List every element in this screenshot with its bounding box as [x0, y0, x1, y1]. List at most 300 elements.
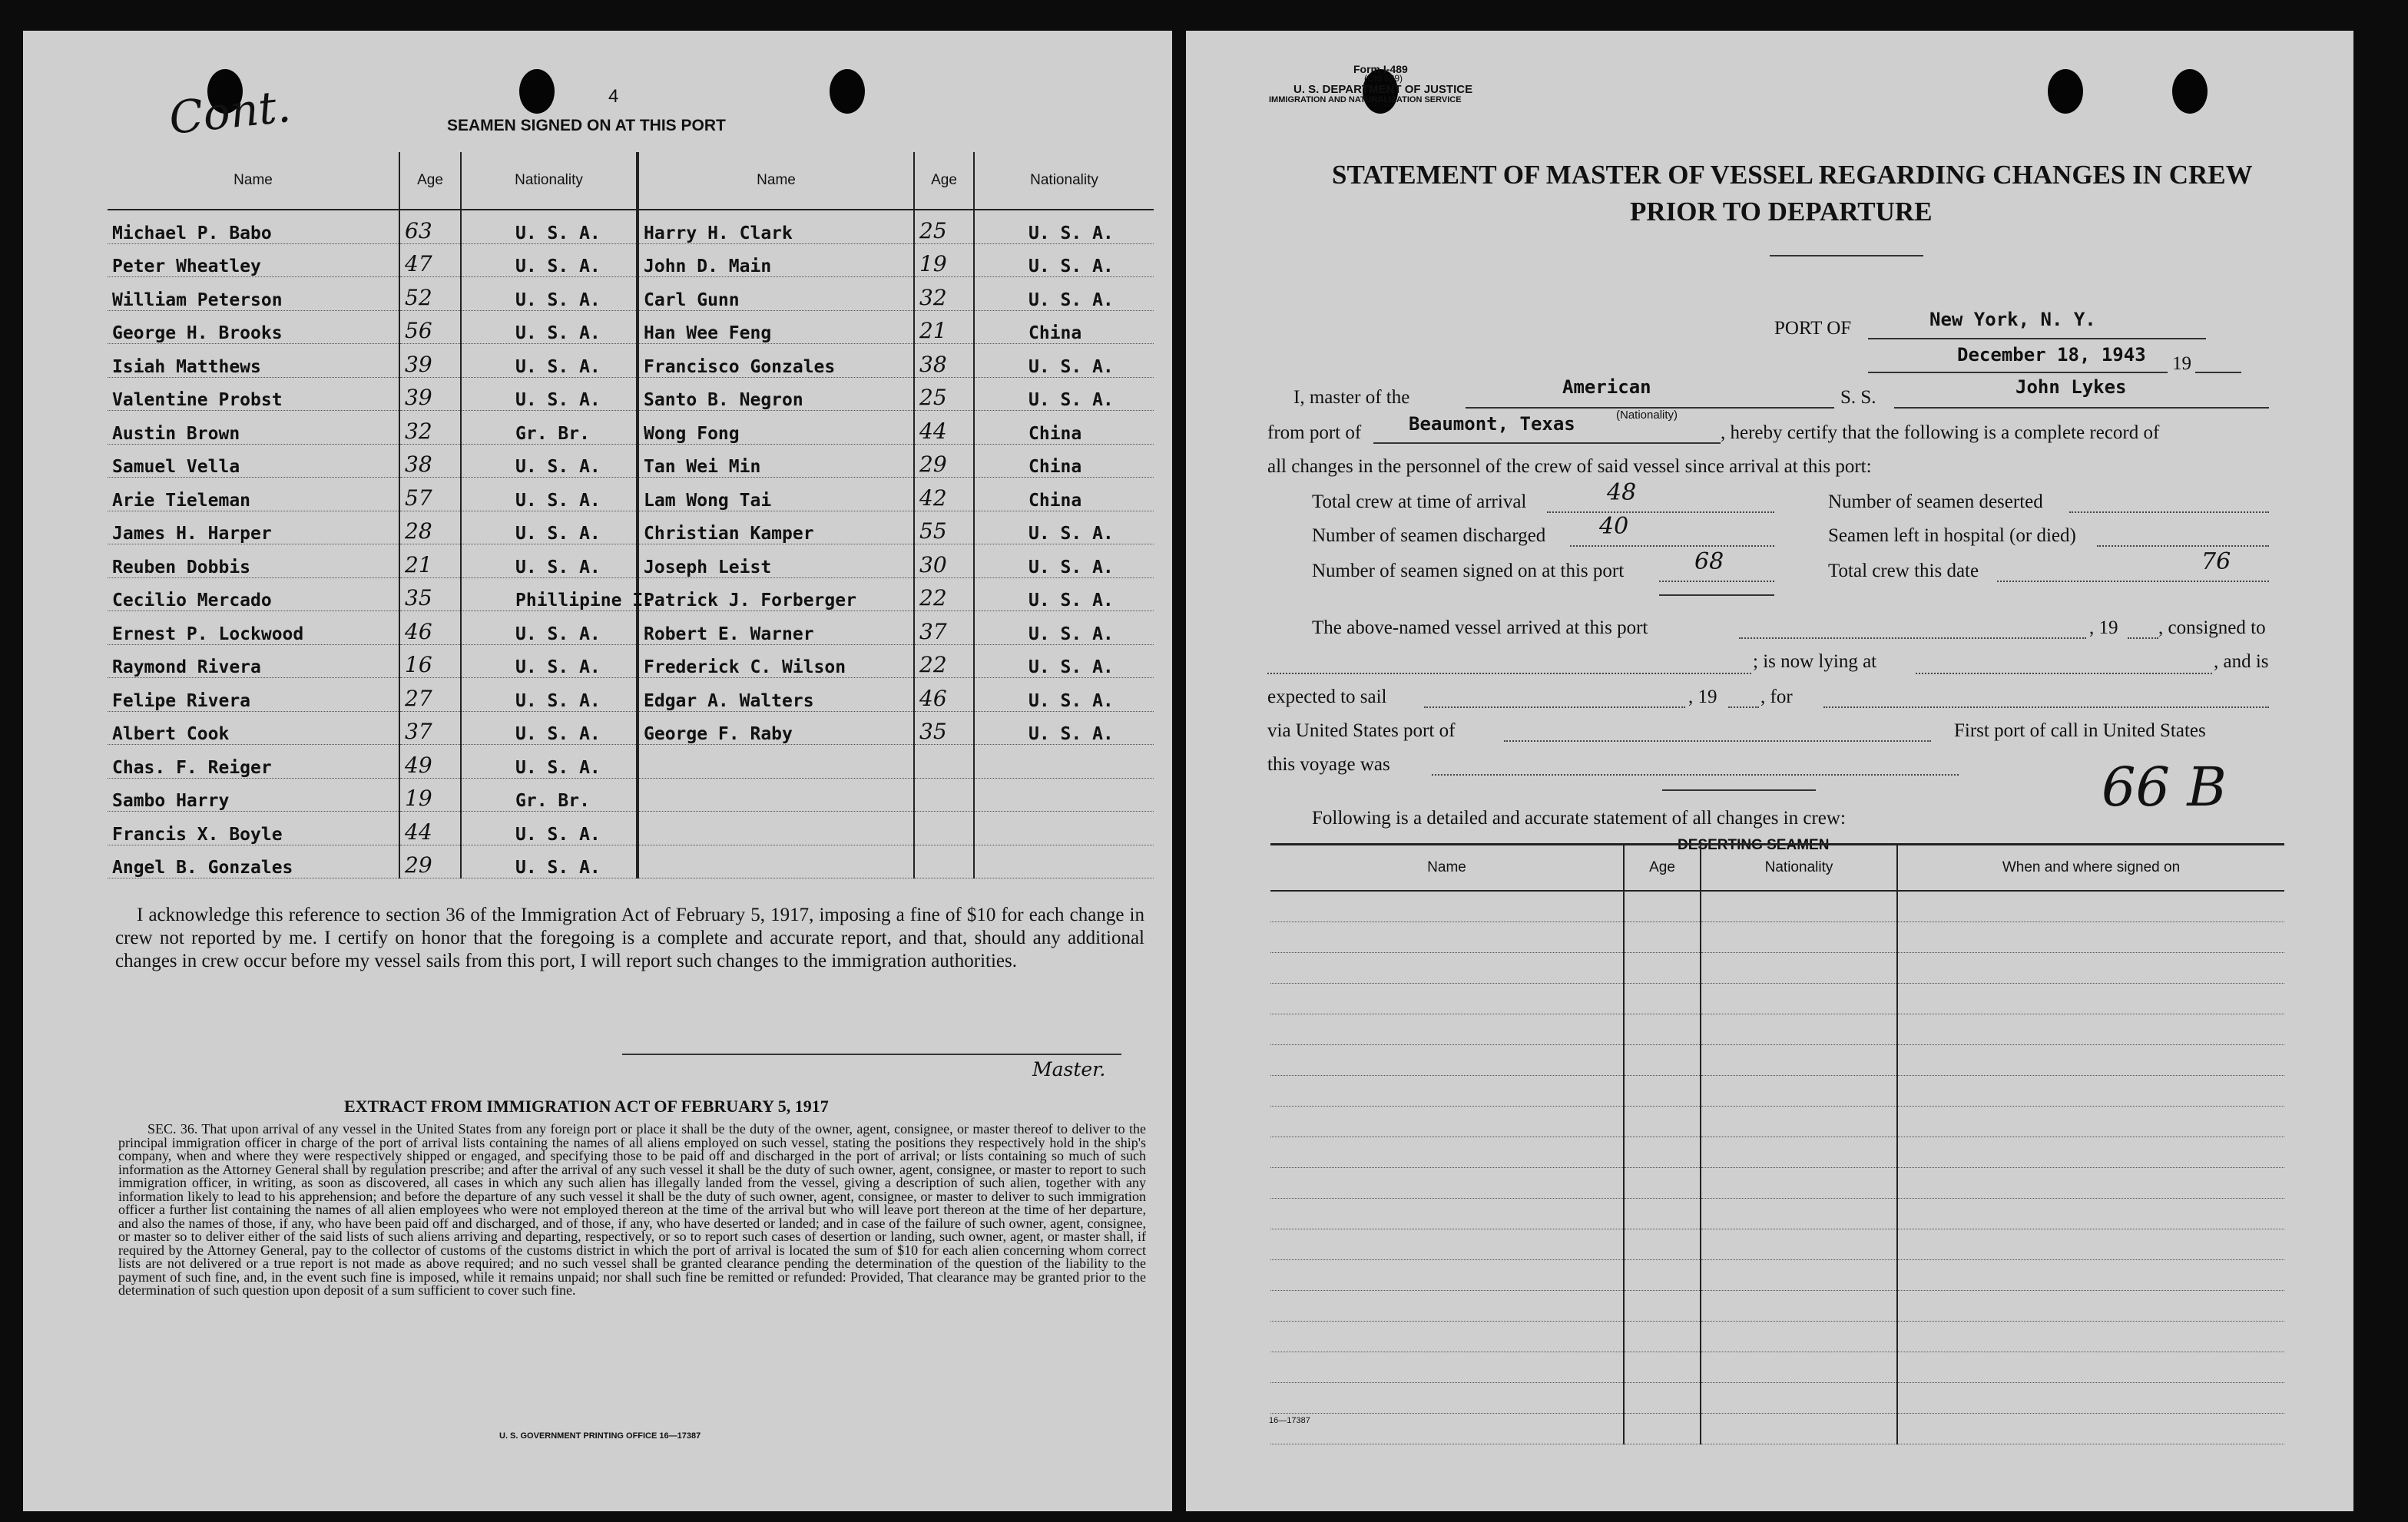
empty-cell	[1270, 922, 1624, 953]
date-value: December 18, 1943	[1957, 344, 2146, 366]
signed-on-label: Number of seamen signed on at this port	[1312, 561, 1625, 581]
seaman-nationality: China	[974, 310, 1154, 344]
seaman-nationality	[974, 745, 1154, 779]
empty-cell	[1897, 1168, 2284, 1199]
empty-cell	[1270, 1168, 1624, 1199]
seaman-age: 22	[914, 577, 974, 611]
seaman-nationality: Gr. Br.	[461, 778, 638, 812]
empty-cell	[1701, 1229, 1897, 1260]
table-row	[108, 845, 1154, 878]
empty-cell	[1897, 891, 2284, 922]
seaman-name: Harry H. Clark	[638, 210, 914, 243]
extract-title: EXTRACT FROM IMMIGRATION ACT OF FEBRUARY 5, 1917	[344, 1097, 829, 1116]
printing-office: U. S. GOVERNMENT PRINTING OFFICE 16—17387	[499, 1431, 701, 1441]
seaman-name: Francisco Gonzales	[638, 344, 914, 378]
seaman-nationality: U. S. A.	[461, 444, 638, 478]
seaman-age: 44	[399, 812, 461, 845]
empty-cell	[1624, 984, 1701, 1014]
table-row	[108, 577, 1154, 611]
seaman-age: 49	[399, 745, 461, 779]
punch-hole	[2172, 69, 2208, 114]
form-title: STATEMENT OF MASTER OF VESSEL REGARDING CHANGES IN CREW	[1332, 160, 2253, 190]
seaman-nationality: U. S. A.	[461, 210, 638, 243]
seaman-name: Sambo Harry	[108, 778, 399, 812]
hospital-label: Seamen left in hospital (or died)	[1828, 525, 2076, 546]
seaman-nationality: U. S. A.	[461, 544, 638, 578]
extract-text: SEC. 36. That upon arrival of any vessel in the United States from any foreign port or place it shall be the duty of the owner, agent, consignee, or master thereof to deliver to the principal immigration officer in charge of the port of arrival lists containing the names of all aliens employed on such vessel, stating the positions they respectively hold in the ship's company, when and where they were respectively shipped or engaged, and specifying those to be paid off and discharged in the port of arrival; or lists containing so much of such information as the Attorney General shall by regulation prescribe; and after the arrival of any such vessel it shall be the duty of such owner, agent, consignee, or master to report to such immigration officer, in writing, as soon as discovered, all cases in which any such alien has illegally landed from the vessel, giving a description of such alien, together with any information likely to lead to his apprehension; and before the departure of any such vessel it shall be the duty of such owner, agent, consignee, or master to deliver to such immigration officer a further list containing the names of all alien employees who were not employed thereon at the time of the arrival but who will leave port thereon at the time of her departure, and also the names of those, if any, who have been paid off and discharged, and of those, if any, who have deserted or landed; and in case of the failure of such owner, agent, consignee, or master so to deliver either of the said lists of such aliens arriving and departing, respectively, or so to report such cases of desertion or landing, such owner, agent, or master shall, if required by the Attorney General, pay to the collector of customs of the customs district in which the port of arrival is located the sum of $10 for each alien concerning whom correct lists are not delivered or a true report is not made as above required; and no such vessel shall be granted clearance pending the determination of the question of the liability to the payment of such fine, and, in the event such fine is imposed, while it remains unpaid; nor shall such fine be remitted or refunded: Provided, That clearance may be granted prior to the determination of such question upon deposit of a sum sufficient to cover such fine.	[118, 1121, 1146, 1298]
seaman-age: 46	[914, 678, 974, 712]
seaman-age: 39	[399, 377, 461, 411]
empty-cell	[1270, 1322, 1624, 1352]
table-row	[1270, 953, 2284, 984]
table-row	[1270, 1414, 2284, 1444]
empty-cell	[1270, 1137, 1624, 1168]
date-suffix: 19	[2172, 353, 2191, 374]
deserting-seamen-table	[1270, 843, 2284, 1444]
handwritten-code: 66 B	[2102, 756, 2227, 819]
seaman-nationality: China	[974, 411, 1154, 445]
empty-cell	[1701, 1291, 1897, 1322]
seaman-age: 57	[399, 478, 461, 511]
certify-text-1: , hereby certify that the following is a complete record of	[1721, 422, 2160, 443]
arrived-suffix: , 19	[2089, 617, 2118, 638]
seaman-name: Santo B. Negron	[638, 377, 914, 411]
seaman-age: 52	[399, 277, 461, 311]
seaman-nationality: Gr. Br.	[461, 411, 638, 445]
empty-cell	[1270, 984, 1624, 1014]
empty-cell	[1624, 1045, 1701, 1076]
empty-cell	[1897, 1107, 2284, 1137]
seaman-name: Arie Tieleman	[108, 478, 399, 511]
header-name: Name	[638, 152, 914, 210]
header-signed-on: When and where signed on	[1897, 845, 2284, 892]
empty-cell	[1624, 1014, 1701, 1045]
table-row	[1270, 1014, 2284, 1045]
seaman-name: Wong Fong	[638, 411, 914, 445]
header-name: Name	[1270, 845, 1624, 892]
seamen-table	[108, 152, 1154, 878]
arrived-label: The above-named vessel arrived at this port	[1312, 617, 1648, 638]
seaman-age: 32	[914, 277, 974, 311]
seaman-name: Lam Wong Tai	[638, 478, 914, 511]
empty-cell	[1624, 1414, 1701, 1444]
seaman-name: Angel B. Gonzales	[108, 845, 399, 878]
table-row	[108, 745, 1154, 779]
table-row	[1270, 984, 2284, 1014]
empty-cell	[1701, 1199, 1897, 1229]
seaman-age: 25	[914, 210, 974, 243]
port-value: New York, N. Y.	[1929, 309, 2096, 330]
empty-cell	[1897, 1137, 2284, 1168]
empty-cell	[1897, 1414, 2284, 1444]
footer-code: 16—17387	[1269, 1416, 1310, 1425]
table-row	[108, 210, 1154, 243]
empty-cell	[1701, 1076, 1897, 1107]
page-number: 4	[608, 86, 619, 107]
empty-cell	[1270, 1107, 1624, 1137]
seaman-age: 25	[914, 377, 974, 411]
seaman-name: Chas. F. Reiger	[108, 745, 399, 779]
table-row	[108, 377, 1154, 411]
empty-cell	[1624, 1076, 1701, 1107]
empty-cell	[1701, 1414, 1897, 1444]
table-row	[108, 344, 1154, 378]
empty-cell	[1701, 891, 1897, 922]
expected-label: expected to sail	[1267, 687, 1387, 707]
header-age: Age	[1624, 845, 1701, 892]
table-row	[108, 411, 1154, 445]
header-nationality: Nationality	[974, 152, 1154, 210]
first-port-label: First port of call in United States	[1954, 720, 2206, 741]
seaman-age: 42	[914, 478, 974, 511]
seaman-age: 29	[399, 845, 461, 878]
seaman-nationality: U. S. A.	[461, 511, 638, 544]
table-row	[1270, 1137, 2284, 1168]
seaman-name: Carl Gunn	[638, 277, 914, 311]
deserted-value-line	[2069, 511, 2269, 513]
seaman-name	[638, 778, 914, 812]
seaman-nationality	[974, 778, 1154, 812]
empty-cell	[1624, 953, 1701, 984]
empty-cell	[1701, 1383, 1897, 1414]
seaman-age: 38	[914, 344, 974, 378]
empty-cell	[1624, 1383, 1701, 1414]
discharged-value: 40	[1599, 513, 1629, 540]
seaman-age: 27	[399, 678, 461, 712]
seaman-nationality: U. S. A.	[974, 711, 1154, 745]
seaman-age: 22	[914, 644, 974, 678]
discharged-label: Number of seamen discharged	[1312, 525, 1546, 546]
department: U. S. DEPARTMENT OF JUSTICE	[1293, 83, 1473, 96]
empty-cell	[1897, 1229, 2284, 1260]
empty-cell	[1897, 1291, 2284, 1322]
seaman-name: Joseph Leist	[638, 544, 914, 578]
certify-text-2: all changes in the personnel of the crew of said vessel since arrival at this port:	[1267, 456, 1872, 477]
following-text: Following is a detailed and accurate statement of all changes in crew:	[1312, 808, 1846, 829]
seaman-nationality: U. S. A.	[974, 377, 1154, 411]
table-row	[1270, 1322, 2284, 1352]
seaman-nationality: U. S. A.	[461, 310, 638, 344]
seaman-age: 28	[399, 511, 461, 544]
empty-cell	[1701, 1137, 1897, 1168]
seaman-name: Raymond Rivera	[108, 644, 399, 678]
empty-cell	[1624, 1107, 1701, 1137]
expected-suffix: , 19	[1688, 687, 1717, 707]
seaman-name: Robert E. Warner	[638, 611, 914, 645]
total-crew-date-value: 76	[2201, 548, 2231, 575]
seaman-name: Peter Wheatley	[108, 243, 399, 277]
seaman-name: Albert Cook	[108, 711, 399, 745]
from-port-label: from port of	[1267, 422, 1362, 443]
seaman-age: 44	[914, 411, 974, 445]
table-header	[1270, 845, 2284, 892]
seaman-nationality: U. S. A.	[461, 277, 638, 311]
seaman-nationality	[974, 812, 1154, 845]
empty-cell	[1270, 1352, 1624, 1383]
empty-cell	[1897, 984, 2284, 1014]
deserting-title: DESERTING SEAMEN	[1678, 837, 1830, 853]
title-rule	[1770, 255, 1923, 256]
empty-cell	[1624, 1291, 1701, 1322]
seaman-name: Ernest P. Lockwood	[108, 611, 399, 645]
nationality-value: American	[1562, 376, 1651, 398]
punch-hole	[2048, 69, 2083, 114]
empty-cell	[1897, 1260, 2284, 1291]
table-row	[1270, 1107, 2284, 1137]
seaman-name: Valentine Probst	[108, 377, 399, 411]
acknowledgment-text: I acknowledge this reference to section 36 of the Immigration Act of February 5, 1917, imposing a fine of $10 for each change in crew not reported by me. I certify on honor that the foregoing is a complete and accurate report, and that, should any additional changes in crew occur before my vessel sails from this port, I will report such changes to the immigration authorities.	[115, 905, 1144, 971]
section-title: SEAMEN SIGNED ON AT THIS PORT	[447, 117, 726, 134]
seaman-name: Samuel Vella	[108, 444, 399, 478]
empty-cell	[1624, 1199, 1701, 1229]
seaman-name: Tan Wei Min	[638, 444, 914, 478]
seaman-name: John D. Main	[638, 243, 914, 277]
empty-cell	[1624, 922, 1701, 953]
seaman-age: 16	[399, 644, 461, 678]
seaman-nationality: U. S. A.	[461, 377, 638, 411]
voyage-label: this voyage was	[1267, 754, 1390, 775]
seaman-nationality: U. S. A.	[974, 544, 1154, 578]
from-port-value: Beaumont, Texas	[1409, 413, 1575, 435]
seaman-name: Austin Brown	[108, 411, 399, 445]
left-page	[23, 31, 1172, 1511]
signed-on-value: 68	[1694, 548, 1724, 575]
seaman-nationality: U. S. A.	[974, 344, 1154, 378]
seaman-name: Christian Kamper	[638, 511, 914, 544]
empty-cell	[1624, 1168, 1701, 1199]
empty-cell	[1701, 1322, 1897, 1352]
service: IMMIGRATION AND NATURALIZATION SERVICE	[1269, 95, 1462, 104]
header-nationality: Nationality	[461, 152, 638, 210]
seaman-nationality: U. S. A.	[461, 478, 638, 511]
seaman-name: George F. Raby	[638, 711, 914, 745]
form-number: Form I-489	[1353, 63, 1408, 75]
empty-cell	[1270, 891, 1624, 922]
seaman-name: Francis X. Boyle	[108, 812, 399, 845]
seaman-nationality: U. S. A.	[974, 210, 1154, 243]
empty-cell	[1897, 1076, 2284, 1107]
seaman-name: Patrick J. Forberger	[638, 577, 914, 611]
seaman-age: 38	[399, 444, 461, 478]
empty-cell	[1270, 1229, 1624, 1260]
seaman-age: 21	[399, 544, 461, 578]
seaman-age: 21	[914, 310, 974, 344]
seaman-name	[638, 745, 914, 779]
seaman-nationality: China	[974, 444, 1154, 478]
header-age: Age	[399, 152, 461, 210]
seaman-name: William Peterson	[108, 277, 399, 311]
empty-cell	[1897, 1014, 2284, 1045]
seaman-age: 46	[399, 611, 461, 645]
empty-cell	[1897, 1322, 2284, 1352]
table-row	[108, 277, 1154, 311]
table-row	[108, 444, 1154, 478]
punch-hole	[830, 69, 865, 114]
seaman-nationality: U. S. A.	[461, 745, 638, 779]
punch-hole	[519, 69, 555, 114]
consigned-label: , consigned to	[2158, 617, 2266, 638]
via-label: via United States port of	[1267, 720, 1456, 741]
empty-cell	[1701, 953, 1897, 984]
table-row	[108, 611, 1154, 645]
table-row	[1270, 1383, 2284, 1414]
seaman-age: 37	[399, 711, 461, 745]
table-row	[108, 511, 1154, 544]
and-is-label: , and is	[2214, 651, 2269, 672]
seaman-name: Isiah Matthews	[108, 344, 399, 378]
form-old: (Old 639)	[1364, 73, 1403, 84]
seaman-nationality: U. S. A.	[461, 845, 638, 878]
seaman-nationality: China	[974, 478, 1154, 511]
seaman-name	[638, 812, 914, 845]
empty-cell	[1270, 1260, 1624, 1291]
empty-cell	[1701, 1107, 1897, 1137]
empty-cell	[1270, 1291, 1624, 1322]
seaman-age	[914, 845, 974, 878]
table-row	[108, 711, 1154, 745]
seaman-age	[914, 778, 974, 812]
empty-cell	[1701, 984, 1897, 1014]
seaman-nationality: U. S. A.	[461, 711, 638, 745]
empty-cell	[1624, 891, 1701, 922]
seaman-age: 39	[399, 344, 461, 378]
empty-cell	[1897, 1199, 2284, 1229]
empty-cell	[1701, 1260, 1897, 1291]
seaman-age: 35	[914, 711, 974, 745]
table-row	[1270, 1260, 2284, 1291]
seaman-nationality: U. S. A.	[461, 678, 638, 712]
seaman-name: Frederick C. Wilson	[638, 644, 914, 678]
header-age: Age	[914, 152, 974, 210]
lying-label: ; is now lying at	[1753, 651, 1877, 672]
seaman-name: Cecilio Mercado	[108, 577, 399, 611]
form-subtitle: PRIOR TO DEPARTURE	[1630, 197, 1933, 227]
seaman-nationality: U. S. A.	[461, 644, 638, 678]
port-label: PORT OF	[1774, 318, 1852, 339]
seaman-name: Michael P. Babo	[108, 210, 399, 243]
empty-cell	[1624, 1260, 1701, 1291]
seaman-age: 32	[399, 411, 461, 445]
empty-cell	[1701, 1352, 1897, 1383]
empty-cell	[1897, 1045, 2284, 1076]
seaman-name: James H. Harper	[108, 511, 399, 544]
table-row	[1270, 1291, 2284, 1322]
table-row	[108, 310, 1154, 344]
total-crew-arrival-label: Total crew at time of arrival	[1312, 491, 1527, 512]
empty-cell	[1624, 1322, 1701, 1352]
seaman-age: 55	[914, 511, 974, 544]
empty-cell	[1270, 1014, 1624, 1045]
seaman-age: 47	[399, 243, 461, 277]
seaman-name: Edgar A. Walters	[638, 678, 914, 712]
master-label: Master.	[1032, 1058, 1106, 1080]
seaman-nationality: U. S. A.	[461, 611, 638, 645]
empty-cell	[1624, 1352, 1701, 1383]
master-signature-line	[622, 1054, 1121, 1055]
deserted-label: Number of seamen deserted	[1828, 491, 2043, 512]
seaman-age: 63	[399, 210, 461, 243]
header-name: Name	[108, 152, 399, 210]
table-row	[1270, 891, 2284, 922]
hospital-value-line	[2097, 545, 2269, 547]
empty-cell	[1701, 1045, 1897, 1076]
seaman-age: 30	[914, 544, 974, 578]
empty-cell	[1624, 1229, 1701, 1260]
right-page	[1186, 31, 2353, 1511]
seaman-name	[638, 845, 914, 878]
seaman-age: 35	[399, 577, 461, 611]
seaman-nationality: U. S. A.	[974, 243, 1154, 277]
seaman-age	[914, 745, 974, 779]
seaman-age	[914, 812, 974, 845]
handwritten-note: Cont.	[166, 79, 293, 145]
seaman-nationality: U. S. A.	[974, 611, 1154, 645]
seaman-name: Felipe Rivera	[108, 678, 399, 712]
master-of-the-label: I, master of the	[1293, 387, 1410, 408]
seaman-nationality: U. S. A.	[974, 277, 1154, 311]
empty-cell	[1270, 1045, 1624, 1076]
table-row	[108, 644, 1154, 678]
seaman-nationality: U. S. A.	[974, 511, 1154, 544]
seaman-name: Reuben Dobbis	[108, 544, 399, 578]
total-crew-arrival-value: 48	[1607, 479, 1637, 506]
seaman-age: 19	[914, 243, 974, 277]
empty-cell	[1270, 1414, 1624, 1444]
table-row	[1270, 1168, 2284, 1199]
empty-cell	[1270, 1199, 1624, 1229]
empty-cell	[1701, 1014, 1897, 1045]
empty-cell	[1897, 953, 2284, 984]
table-row	[1270, 1199, 2284, 1229]
empty-cell	[1270, 953, 1624, 984]
table-row	[1270, 1229, 2284, 1260]
empty-cell	[1624, 1137, 1701, 1168]
table-row	[108, 544, 1154, 578]
table-row	[1270, 1045, 2284, 1076]
empty-cell	[1701, 922, 1897, 953]
seaman-nationality: U. S. A.	[461, 812, 638, 845]
table-row	[1270, 1076, 2284, 1107]
ss-label: S. S.	[1840, 387, 1876, 408]
table-header	[108, 152, 1154, 210]
seaman-nationality: U. S. A.	[461, 344, 638, 378]
seaman-name: Han Wee Feng	[638, 310, 914, 344]
seaman-nationality: U. S. A.	[974, 678, 1154, 712]
table-row	[1270, 922, 2284, 953]
seaman-nationality: Phillipine I.	[461, 577, 638, 611]
table-row	[108, 478, 1154, 511]
seaman-age: 29	[914, 444, 974, 478]
total-crew-date-label: Total crew this date	[1828, 561, 1979, 581]
ship-name: John Lykes	[2015, 376, 2127, 398]
empty-cell	[1270, 1076, 1624, 1107]
empty-cell	[1897, 1352, 2284, 1383]
empty-cell	[1897, 922, 2284, 953]
table-row	[108, 678, 1154, 712]
nationality-caption: (Nationality)	[1616, 409, 1678, 422]
seaman-age: 19	[399, 778, 461, 812]
table-row	[108, 778, 1154, 812]
for-label: , for	[1760, 687, 1793, 707]
seaman-name: George H. Brooks	[108, 310, 399, 344]
empty-cell	[1897, 1383, 2284, 1414]
header-nationality: Nationality	[1701, 845, 1897, 892]
seaman-nationality: U. S. A.	[974, 577, 1154, 611]
seaman-age: 37	[914, 611, 974, 645]
seaman-nationality	[974, 845, 1154, 878]
empty-cell	[1270, 1383, 1624, 1414]
seaman-nationality: U. S. A.	[974, 644, 1154, 678]
